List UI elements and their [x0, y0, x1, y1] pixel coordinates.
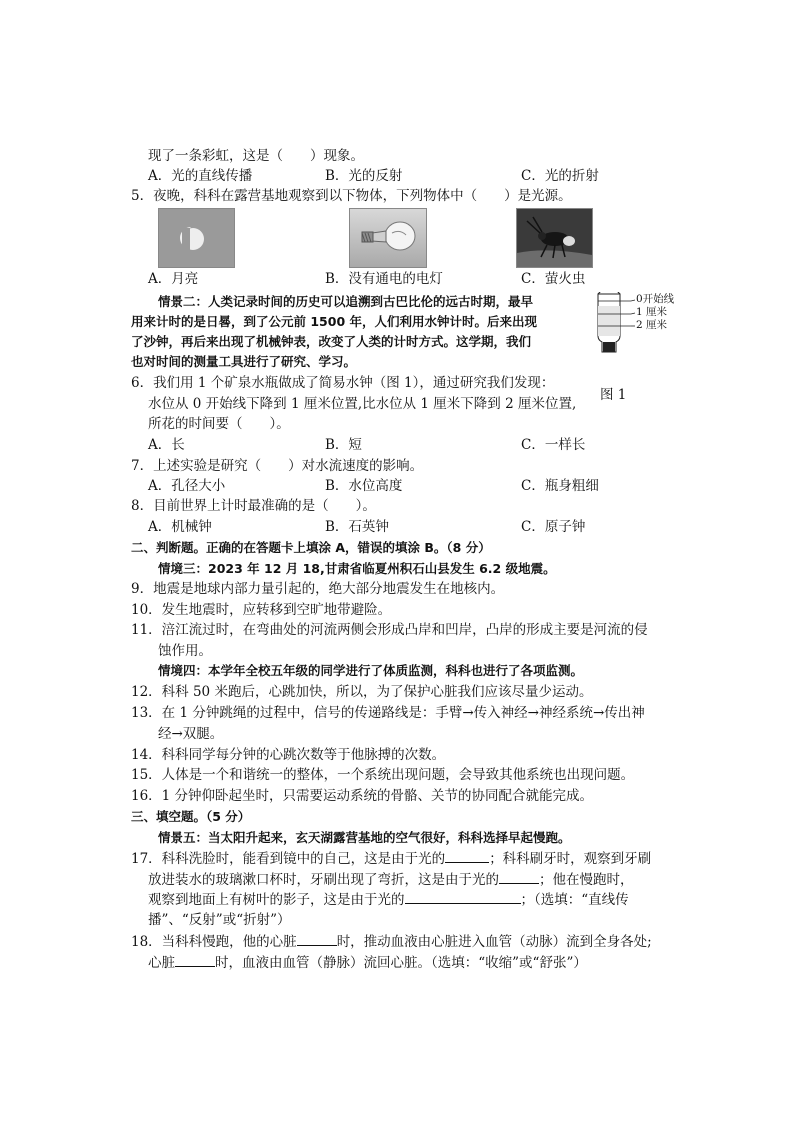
q4-continuation: 现了一条彩虹，这是（ ）现象。 — [148, 148, 364, 164]
q8-option-c: C．原子钟 — [521, 519, 586, 535]
q17-line1-text-a: 17．科科洗脸时，能看到镜中的自己，这是由于光的 — [131, 851, 446, 867]
q7-option-b: B．水位高度 — [325, 478, 403, 494]
q11-text-line1: 11．涪江流过时，在弯曲处的河流两侧会形成凸岸和凹岸，凸岸的形成主要是河流的侵 — [131, 622, 648, 638]
moon-icon — [159, 209, 234, 267]
q18-line1-text-b: 时，推动血液由心脏进入血管（动脉）流到全身各处; — [336, 934, 652, 950]
q11-text-line2: 蚀作用。 — [158, 643, 212, 659]
fig1-label-start-line: 0开始线 — [636, 293, 675, 305]
scene2-line1: 情景二：人类记录时间的历史可以追溯到古巴比伦的远古时期，最早 — [158, 294, 534, 309]
q17-line1 — [131, 849, 651, 868]
q6-stem-line1: 6．我们用 1 个矿泉水瓶做成了简易水钟（图 1），通过研究我们发现： — [131, 375, 555, 391]
q5-option-b: B．没有通电的电灯 — [325, 271, 443, 287]
q15-text: 15．人体是一个和谐统一的整体，一个系统出现问题，会导致其他系统也出现问题。 — [131, 767, 635, 783]
light-bulb-icon — [350, 209, 426, 267]
q16-text: 16．1 分钟仰卧起坐时，只需要运动系统的骨骼、关节的协同配合就能完成。 — [131, 788, 594, 804]
bulb-photo — [349, 208, 427, 268]
q6-option-b: B．短 — [325, 437, 362, 453]
q17-line3-text-b: ；（选填：“直线传 — [520, 892, 629, 908]
q14-text: 14．科科同学每分钟的心跳次数等于他脉搏的次数。 — [131, 747, 446, 763]
q10-text: 10．发生地震时，应转移到空旷地带避险。 — [131, 602, 392, 618]
water-bottle-icon — [585, 292, 685, 382]
q5-option-c: C．萤火虫 — [521, 271, 586, 287]
q17-blank-3[interactable] — [405, 890, 521, 904]
q8-option-b: B．石英钟 — [325, 519, 389, 535]
q6-stem-line2: 水位从 0 开始线下降到 1 厘米位置,比水位从 1 厘米下降到 2 厘米位置, — [148, 396, 577, 412]
scene3-text: 情境三：2023 年 12 月 18,甘肃省临夏州积石山县发生 6.2 级地震。 — [158, 561, 556, 576]
q6-option-c: C．一样长 — [521, 437, 586, 453]
q18-blank-2[interactable] — [175, 953, 215, 967]
q18-line2-text-a: 心脏 — [148, 955, 175, 971]
q6-stem-line3: 所花的时间要（ ）。 — [148, 416, 290, 432]
firefly-icon — [517, 209, 592, 267]
q17-line2 — [148, 870, 634, 889]
section2-title: 二、判断题。正确的在答题卡上填涂 A，错误的填涂 B。（8 分） — [131, 540, 491, 555]
q18-line1-text-a: 18．当科科慢跑，他的心脏 — [131, 934, 297, 950]
q8-option-a: A．机械钟 — [148, 519, 212, 535]
q17-line4: 播”、“反射”或“折射”） — [148, 912, 291, 928]
q18-line1 — [131, 932, 652, 951]
q17-blank-2[interactable] — [499, 870, 539, 884]
q6-option-a: A．长 — [148, 437, 185, 453]
q13-text-line1: 13．在 1 分钟跳绳的过程中，信号的传递路线是：手臂→传入神经→神经系统→传出神 — [131, 705, 645, 721]
q18-blank-1[interactable] — [297, 932, 337, 946]
scene2-line2: 用来计时的是日晷，到了公元前 1500 年，人们利用水钟计时。后来出现 — [131, 314, 537, 329]
q18-line2-text-b: 时，血液由血管（静脉）流回心脏。（选填：“收缩”或“舒张”） — [215, 955, 587, 971]
fig1-label-1cm: 1 厘米 — [636, 306, 668, 318]
q17-line2-text-a: 放进装水的玻璃漱口杯时，牙刷出现了弯折，这是由于光的 — [148, 872, 499, 888]
q4-option-a: A．光的直线传播 — [148, 168, 253, 184]
q7-option-a: A．孔径大小 — [148, 478, 226, 494]
q17-line1-text-b: ；科科刷牙时，观察到牙刷 — [489, 851, 652, 867]
q17-line3 — [148, 890, 629, 909]
q7-stem: 7．上述实验是研究（ ）对水流速度的影响。 — [131, 458, 424, 474]
q8-stem: 8．目前世界上计时最准确的是（ ）。 — [131, 498, 376, 514]
moon-photo — [158, 208, 235, 268]
firefly-photo — [516, 208, 593, 268]
q4-option-c: C．光的折射 — [521, 168, 599, 184]
section3-title: 三、填空题。（5 分） — [131, 809, 251, 824]
fig1-caption: 图 1 — [600, 387, 627, 403]
q7-option-c: C．瓶身粗细 — [521, 478, 599, 494]
scene5-text: 情景五：当太阳升起来，玄天湖露营基地的空气很好，科科选择早起慢跑。 — [158, 830, 571, 845]
q12-text: 12．科科 50 米跑后，心跳加快，所以，为了保护心脏我们应该尽量少运动。 — [131, 684, 593, 700]
fig1-label-2cm: 2 厘米 — [636, 319, 668, 331]
q5-option-a: A．月亮 — [148, 271, 199, 287]
q17-line3-text-a: 观察到地面上有树叶的影子，这是由于光的 — [148, 892, 405, 908]
q13-text-line2: 经→双腿。 — [158, 726, 224, 742]
q4-option-b: B．光的反射 — [325, 168, 403, 184]
scene2-line3: 了沙钟，再后来出现了机械钟表，改变了人类的计时方式。这学期，我们 — [131, 334, 532, 349]
q18-line2 — [148, 953, 587, 972]
water-clock-figure — [585, 292, 685, 382]
q17-line2-text-b: ；他在慢跑时， — [539, 872, 634, 888]
q5-stem: 5．夜晚，科科在露营基地观察到以下物体，下列物体中（ ）是光源。 — [131, 188, 572, 204]
scene4-text: 情境四：本学年全校五年级的同学进行了体质监测，科科也进行了各项监测。 — [158, 663, 584, 678]
scene2-line4: 也对时间的测量工具进行了研究、学习。 — [131, 354, 357, 369]
q17-blank-1[interactable] — [445, 849, 489, 863]
q9-text: 9．地震是地球内部力量引起的，绝大部分地震发生在地核内。 — [131, 581, 505, 597]
